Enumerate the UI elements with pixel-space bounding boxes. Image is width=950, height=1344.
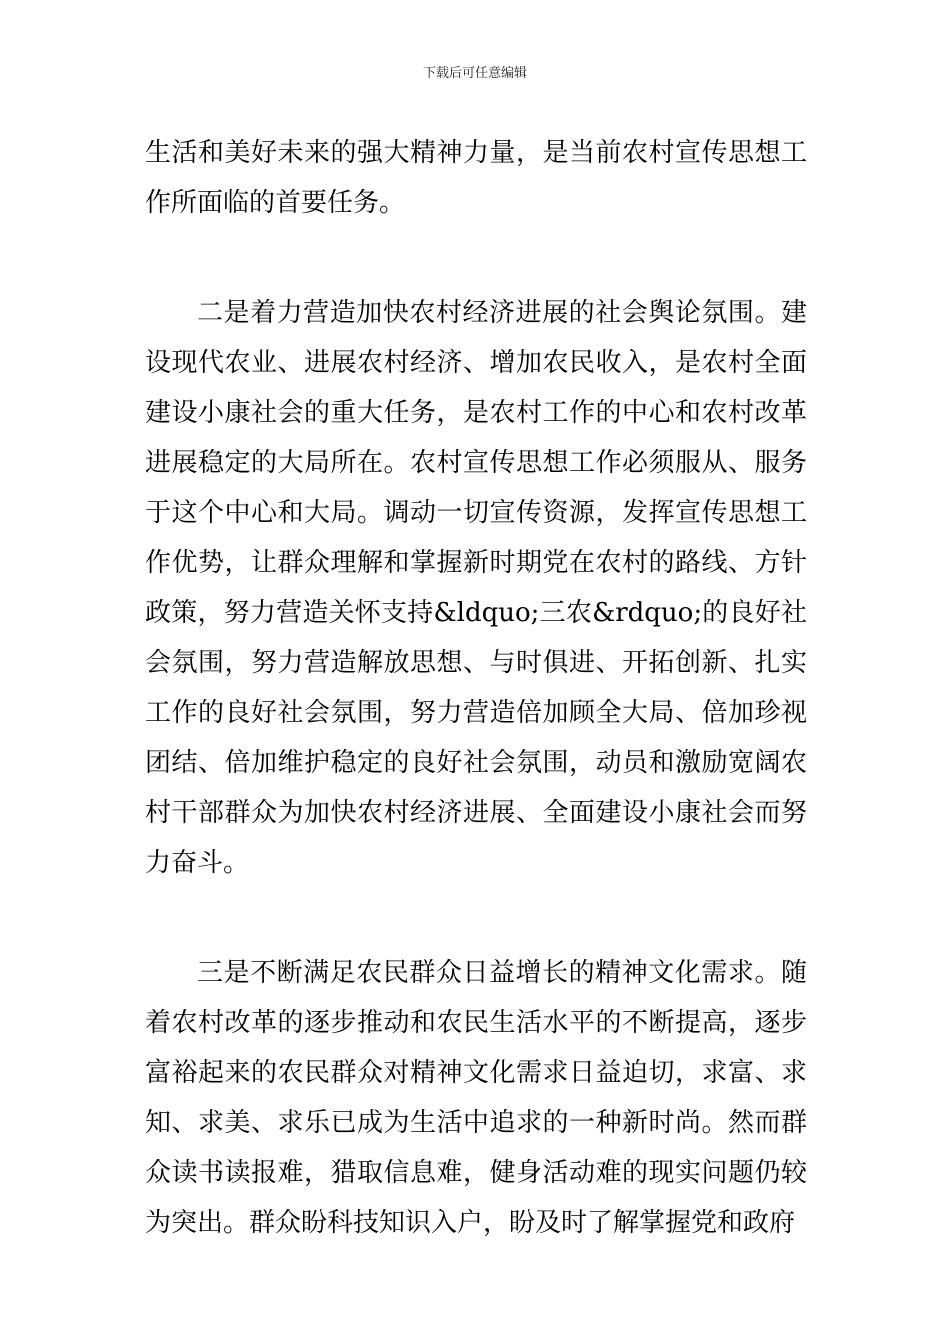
document-body [145, 128, 807, 1248]
paragraph-point-three: 三是不断满足农民群众日益增长的精神文化需求。随着农村改革的逐步推动和农民生活水平的不断提高，逐步富裕起来的农民群众对精神文化需求日益迫切，求富、求知、求美、求乐已成为生活中追求的一种新时尚。然而群众读书读报难，猎取信息难，健身活动难的现实问题仍较为突出。群众盼科技知识入户，盼及时了解掌握党和政府 [145, 958, 807, 1238]
paragraph-point-two: 二是着力营造加快农村经济进展的社会舆论氛围。建设现代农业、进展农村经济、增加农民收入，是农村全面建设小康社会的重大任务，是农村工作的中心和农村改革进展稳定的大局所在。农村宣传思想工作必须服从、服务于这个中心和大局。调动一切宣传资源，发挥宣传思想工作优势，让群众理解和掌握新时期党在农村的路线、方针政策，努力营造关怀支持&ldquo;三农&rdquo;的良好社会氛围，努力营造解放思想、与时俱进、开拓创新、扎实工作的良好社会氛围，努力营造倍加顾全大局、倍加珍视团结、倍加维护稳定的良好社会氛围，动员和激励宽阔农村干部群众为加快农村经济进展、全面建设小康社会而努力奋斗。 [145, 298, 807, 878]
page-header-note: 下载后可任意编辑 [422, 66, 527, 81]
paragraph-continuation: 生活和美好未来的强大精神力量，是当前农村宣传思想工作所面临的首要任务。 [145, 138, 807, 218]
